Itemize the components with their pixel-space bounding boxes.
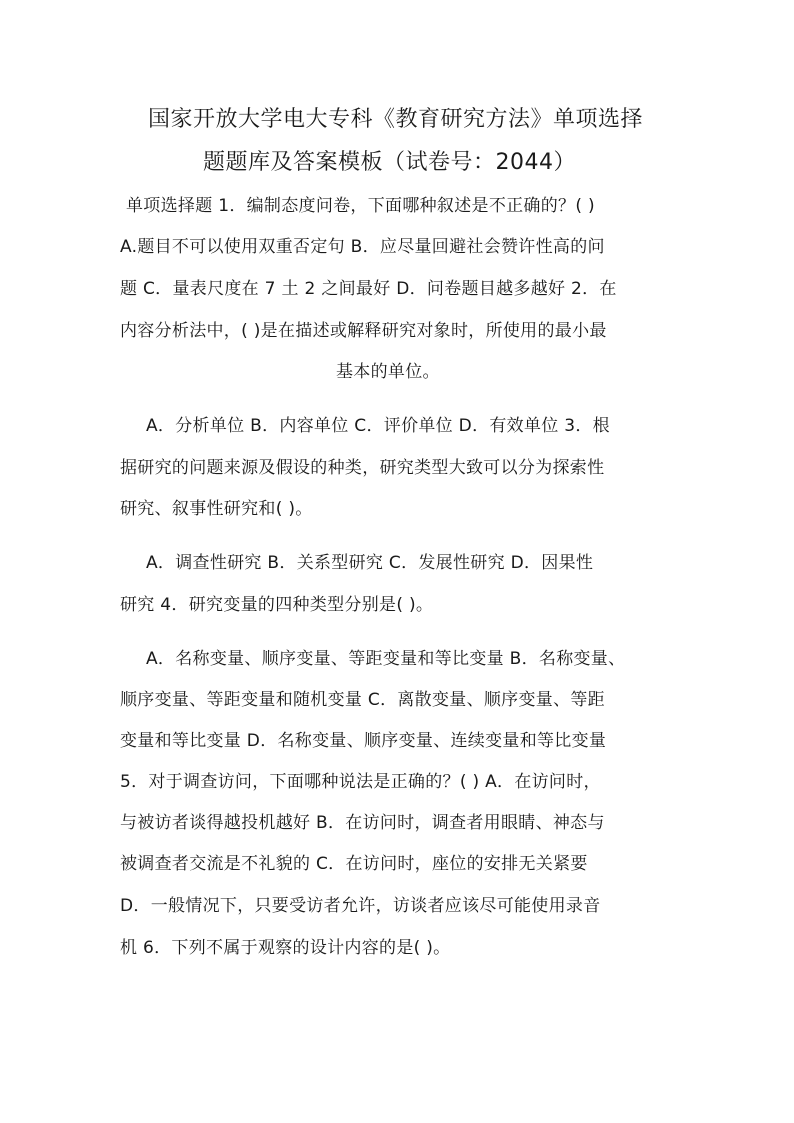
text-line: 顺序变量、等距变量和随机变量 C．离散变量、顺序变量、等距 (120, 690, 605, 710)
text-line: A.题目不可以使用双重否定句 B．应尽量回避社会赞许性高的问 (120, 237, 605, 257)
text-line: 5．对于调查访问，下面哪种说法是正确的？( ) A．在访问时， (120, 772, 601, 792)
text-line: 内容分析法中，( )是在描述或解释研究对象时，所使用的最小最 (120, 321, 607, 341)
question-1-line: 单项选择题 1．编制态度问卷，下面哪种叙述是不正确的？( ) (126, 196, 595, 216)
text-line: 基本的单位。 (336, 362, 440, 382)
text-line: 机 6．下列不属于观察的设计内容的是( )。 (120, 938, 451, 958)
text-line: A．调查性研究 B．关系型研究 C．发展性研究 D．因果性 (146, 553, 594, 573)
text-line: 题 C．量表尺度在 7 土 2 之间最好 D．问卷题目越多越好 2．在 (120, 279, 617, 299)
document-title-line-2: 题题库及答案模板（试卷号：2044） (203, 150, 576, 175)
text-line: 据研究的问题来源及假设的种类，研究类型大致可以分为探索性 (120, 458, 605, 478)
text-line: A．名称变量、顺序变量、等距变量和等比变量 B．名称变量、 (146, 649, 626, 669)
text-line: 与被访者谈得越投机越好 B．在访问时，调查者用眼睛、神态与 (120, 813, 605, 833)
text-line: 被调查者交流是不礼貌的 C．在访问时，座位的安排无关紧要 (120, 854, 588, 874)
text-line: 研究 4．研究变量的四种类型分别是( )。 (120, 595, 434, 615)
text-line: 变量和等比变量 D．名称变量、顺序变量、连续变量和等比变量 (120, 731, 607, 751)
text-line: A．分析单位 B．内容单位 C．评价单位 D．有效单位 3．根 (146, 416, 610, 436)
document-title-line-1: 国家开放大学电大专科《教育研究方法》单项选择 (148, 107, 644, 132)
text-line: 研究、叙事性研究和( )。 (120, 499, 313, 519)
text-line: D．一般情况下，只要受访者允许，访谈者应该尽可能使用录音 (120, 896, 601, 916)
